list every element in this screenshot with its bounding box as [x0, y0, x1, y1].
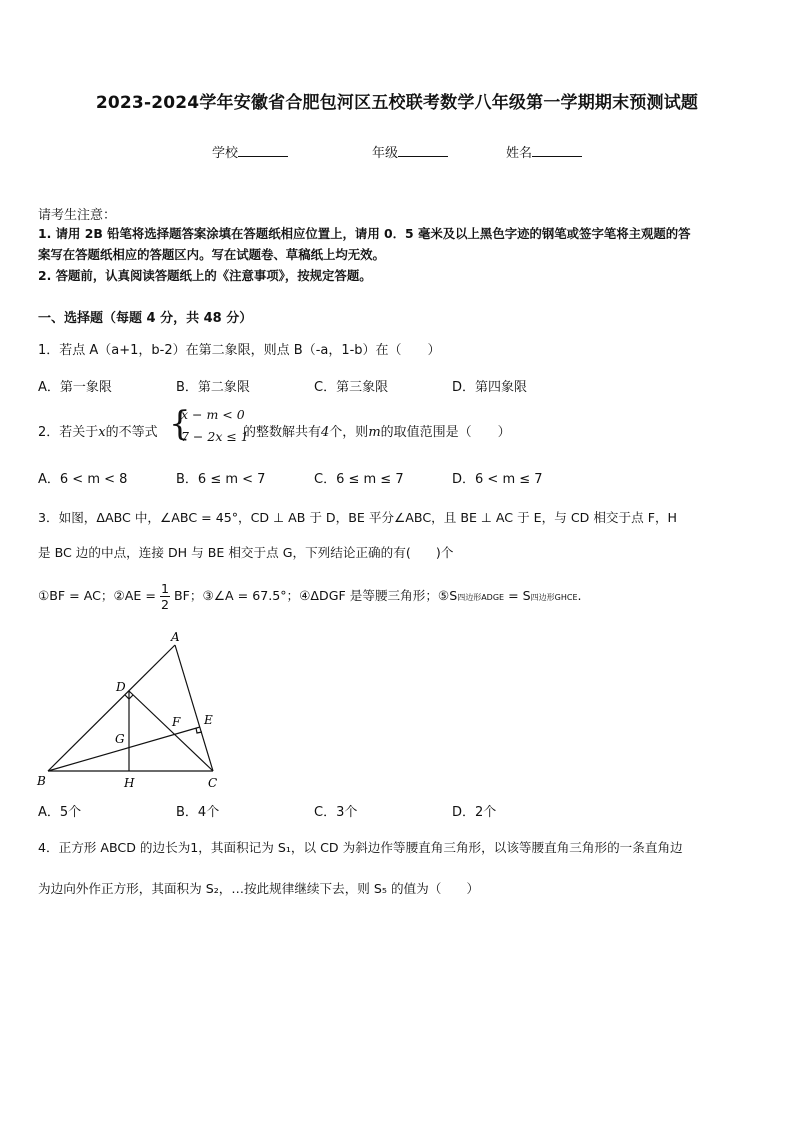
question-4-line-1: 4．正方形 ABCD 的边长为1，其面积记为 S₁，以 CD 为斜边作等腰直角三角形，以该等腰直角三角形的一条直角边 [38, 840, 683, 855]
question-1-stem: 1．若点 A（a+1，b-2）在第二象限，则点 B（-a，1-b）在（ ） [38, 343, 441, 358]
school-label: 学校 [212, 146, 239, 161]
notice-item-1-line-2: 案写在答题纸相应的答题区内。写在试题卷、草稿纸上均无效。 [38, 247, 385, 262]
question-2-option-d[interactable]: D．6 < m ≤ 7 [452, 472, 543, 487]
label-f: F [172, 715, 181, 729]
question-3-option-b[interactable]: B．4个 [176, 805, 220, 820]
label-g: G [115, 732, 125, 746]
system-brace: { [169, 404, 191, 444]
question-1-option-c[interactable]: C．第三象限 [314, 380, 389, 395]
school-blank[interactable] [238, 144, 288, 157]
question-2-option-c[interactable]: C．6 ≤ m ≤ 7 [314, 472, 404, 487]
notice-item-1-line-1: 1. 请用 2B 铅笔将选择题答案涂填在答题纸相应位置上，请用 0．5 毫米及以上黑色字迹的钢笔或签字笔将主观题的答 [38, 226, 691, 241]
question-3-option-d[interactable]: D．2个 [452, 805, 497, 820]
question-2-option-a[interactable]: A．6 < m < 8 [38, 472, 128, 487]
question-1-option-d[interactable]: D．第四象限 [452, 380, 528, 395]
page-title: 2023-2024学年安徽省合肥包河区五校联考数学八年级第一学期期末预测试题 [95, 93, 699, 113]
grade-blank[interactable] [398, 144, 448, 157]
var-x: x [98, 425, 106, 440]
section-1-heading: 一、选择题（每题 4 分，共 48 分） [38, 311, 253, 326]
question-3-option-a[interactable]: A．5个 [38, 805, 82, 820]
name-blank[interactable] [532, 144, 582, 157]
label-h: H [124, 776, 135, 790]
notice-heading: 请考生注意： [38, 208, 117, 223]
name-label: 姓名 [506, 146, 533, 161]
question-1-option-b[interactable]: B．第二象限 [176, 380, 250, 395]
question-4-line-2: 为边向外作正方形，其面积为 S₂，…按此规律继续下去，则 S₅ 的值为（ ） [38, 881, 480, 896]
question-1-option-a[interactable]: A．第一象限 [38, 380, 112, 395]
school-field[interactable] [212, 142, 288, 161]
label-c: C [208, 776, 218, 790]
question-3-conclusions: ①BF = AC；②AE = $\frac{1}{2}$ BF；③∠A = 67.5°；④ΔDGF 是等腰三角形；⑤S四边形ADGE = S四边形GHCE. [38, 581, 582, 612]
question-3-line-1: 3．如图，ΔABC 中，∠ABC = 45°，CD ⊥ AB 于 D，BE 平分∠ABC，且 BE ⊥ AC 于 E，与 CD 相交于点 F，H [38, 510, 678, 525]
fraction-one-half: $\frac{1}{2}$ [160, 581, 169, 612]
question-2-prefix: 2．若关于x的不等式 [38, 425, 158, 440]
question-2-option-b[interactable]: B．6 ≤ m < 7 [176, 472, 266, 487]
inequality-1: x − m < 0 [181, 407, 245, 422]
question-3-line-2: 是 BC 边的中点，连接 DH 与 BE 相交于点 G，下列结论正确的有( )个 [38, 545, 454, 560]
name-field[interactable] [506, 142, 582, 161]
triangle-figure [30, 628, 230, 793]
grade-field[interactable] [372, 142, 448, 161]
question-2-suffix: 的整数解共有4个，则m的取值范围是（ ） [243, 425, 511, 440]
notice-item-2: 2. 答题前，认真阅读答题纸上的《注意事项》，按规定答题。 [38, 268, 372, 283]
label-a: A [171, 630, 180, 644]
inequality-2: 7 − 2x ≤ 1 [181, 429, 249, 444]
label-b: B [37, 774, 46, 788]
label-d: D [116, 680, 126, 694]
grade-label: 年级 [372, 146, 399, 161]
label-e: E [204, 713, 213, 727]
question-3-option-c[interactable]: C．3个 [314, 805, 358, 820]
